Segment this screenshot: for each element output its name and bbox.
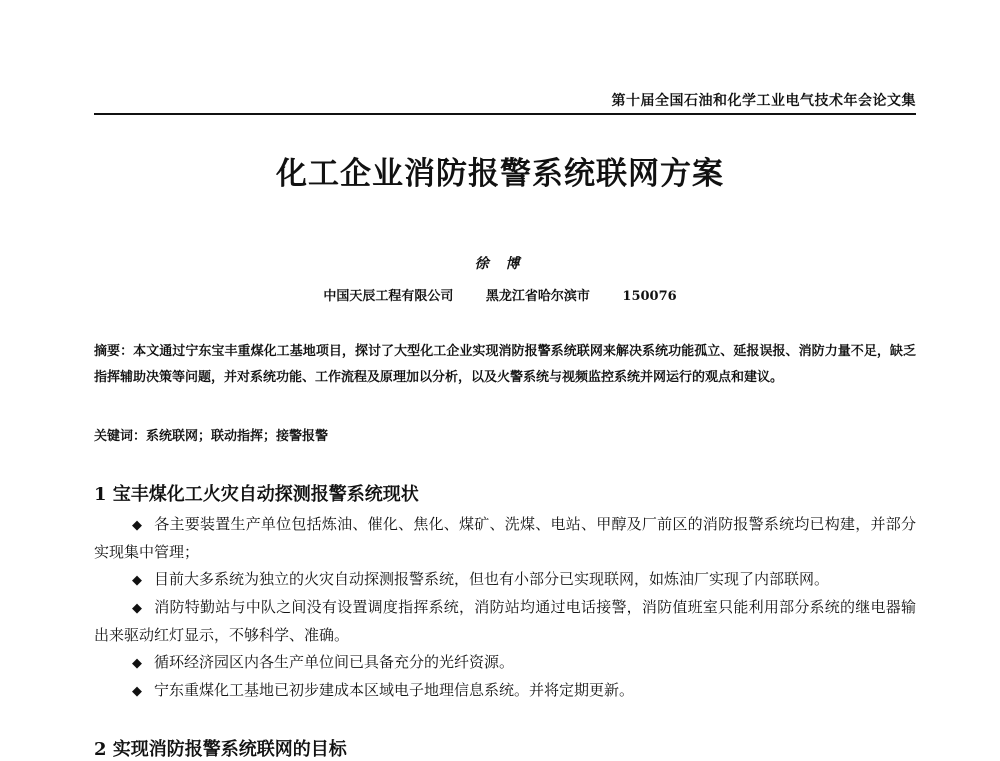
keywords: 关键词：系统联网；联动指挥；接警报警: [94, 429, 329, 444]
bullet-item: [94, 511, 916, 566]
bullet-item: [94, 566, 916, 594]
abstract: 摘要：本文通过宁东宝丰重煤化工基地项目，探讨了大型化工企业实现消防报警系统联网来解决系统功能孤立、延报误报、消防力量不足，缺乏指挥辅助决策等问题，并对系统功能、工作流程及原理加以分析，以及火警系统与视频监控系统并网运行的观点和建议。: [94, 344, 916, 385]
bullet-item: [94, 677, 916, 705]
bullet-text: 宁东重煤化工基地已初步建成本区域电子地理信息系统。并将定期更新。: [154, 681, 635, 699]
affiliation-city: 黑龙江省哈尔滨市: [485, 289, 590, 304]
author-name: 徐 博: [474, 256, 526, 272]
diamond-bullet-icon: ◆: [132, 601, 143, 616]
running-header: 第十届全国石油和化学工业电气技术年会论文集: [611, 93, 916, 109]
section-1-heading: 1 宝丰煤化工火灾自动探测报警系统现状: [94, 484, 419, 505]
bullet-text: 各主要装置生产单位包括炼油、催化、焦化、煤矿、洗煤、电站、甲醇及厂前区的消防报警系统均已构建，并部分实现集中管理；: [94, 515, 916, 561]
affiliation-postcode: 150076: [622, 289, 677, 304]
bullet-item: [94, 649, 916, 677]
section-1-bullets: [94, 511, 916, 705]
diamond-bullet-icon: ◆: [132, 573, 142, 588]
section-2-heading: 2 实现消防报警系统联网的目标: [94, 739, 347, 760]
diamond-bullet-icon: ◆: [132, 656, 142, 671]
paper-title: 化工企业消防报警系统联网方案: [276, 156, 724, 192]
diamond-bullet-icon: ◆: [132, 684, 142, 699]
affiliation-org: 中国天辰工程有限公司: [323, 289, 454, 304]
affiliation: [0, 285, 1000, 304]
bullet-text: 目前大多系统为独立的火灾自动探测报警系统，但也有小部分已实现联网，如炼油厂实现了内部联网。: [154, 570, 830, 588]
header-rule: [94, 113, 916, 115]
bullet-text: 消防特勤站与中队之间没有设置调度指挥系统，消防站均通过电话接警，消防值班室只能利用部分系统的继电器输出来驱动红灯显示，不够科学、准确。: [94, 598, 916, 644]
bullet-text: 循环经济园区内各生产单位间已具备充分的光纤资源。: [154, 653, 515, 671]
bullet-item: [94, 594, 916, 649]
diamond-bullet-icon: ◆: [132, 518, 143, 533]
